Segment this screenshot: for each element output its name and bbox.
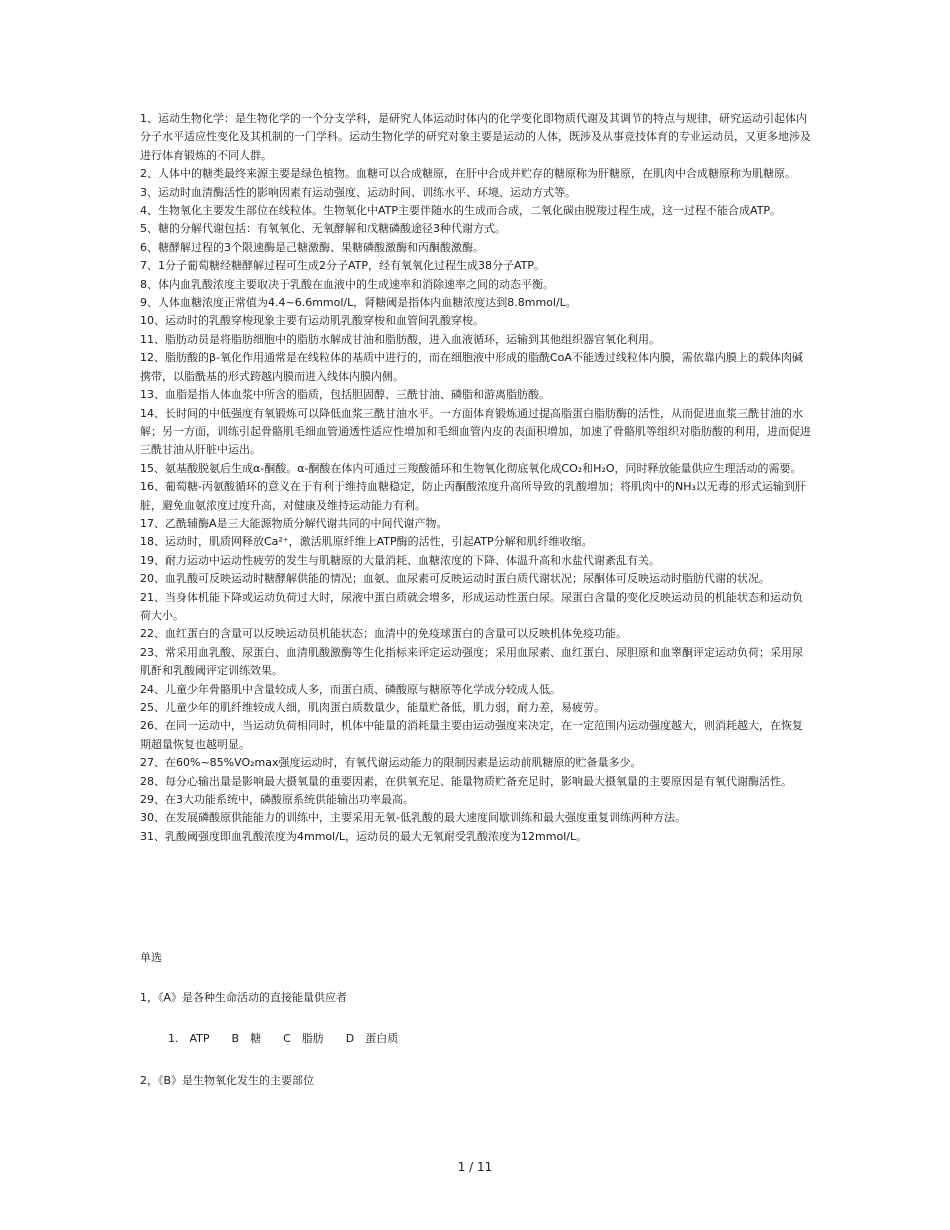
- question-2: 2，《B》是生物氧化发生的主要部位: [140, 1074, 315, 1087]
- option-b: B 糖: [231, 1032, 262, 1045]
- question-1: 1，《A》是各种生命活动的直接能量供应者: [140, 991, 348, 1004]
- list-item: 23、常采用血乳酸、尿蛋白、血清肌酸激酶等生化指标来评定运动强度；采用血尿素、血红蛋白、尿胆原和血睾酮评定运动负荷；采用尿肌酐和乳酸阈评定训练效果。: [140, 645, 803, 678]
- list-item: 4、生物氧化主要发生部位在线粒体。生物氧化中ATP主要伴随水的生成而合成，二氧化碳由脱羧过程生成，这一过程不能合成ATP。: [140, 204, 782, 218]
- list-item: 22、血红蛋白的含量可以反映运动员机能状态；血清中的免疫球蛋白的含量可以反映机体免疫功能。: [140, 627, 627, 641]
- list-item: 16、葡萄糖-丙氨酸循环的意义在于有利于维持血糖稳定，防止丙酮酸浓度升高所导致的乳酸增加；将肌肉中的NH₃以无毒的形式运输到肝脏，避免血氨浓度过度升高，对健康及维持运动能力有利。: [140, 480, 806, 512]
- list-item: 17、乙酰辅酶A是三大能源物质分解代谢共同的中间代谢产物。: [140, 516, 448, 530]
- list-item: 19、耐力运动中运动性疲劳的发生与肌糖原的大量消耗、血糖浓度的下降、体温升高和水盐代谢紊乱有关。: [140, 553, 660, 567]
- list-item: 11、脂肪动员是将脂肪细胞中的脂肪水解成甘油和脂肪酸，进入血液循环，运输到其他组织器官氧化利用。: [140, 332, 660, 346]
- list-item: 6、糖酵解过程的3个限速酶是己糖激酶、果糖磷酸激酶和丙酮酸激酶。: [140, 240, 484, 254]
- list-item: 31、乳酸阈强度即血乳酸浓度为4mmol/L，运动员的最大无氧耐受乳酸浓度为12mmol/L。: [140, 829, 588, 843]
- list-item: 27、在60%~85%VO₂max强度运动时，有氧代谢运动能力的限制因素是运动前肌糖原的贮备量多少。: [140, 756, 642, 770]
- list-item: 21、当身体机能下降或运动负荷过大时，尿液中蛋白质就会增多，形成运动性蛋白尿。尿蛋白含量的变化反映运动员的机能状态和运动负荷大小。: [140, 590, 803, 622]
- list-item: 13、血脂是指人体血浆中所含的脂质，包括胆固醇、三酰甘油、磷脂和游离脂肪酸。: [140, 388, 550, 402]
- section-heading-single-choice: 单选: [140, 951, 162, 964]
- list-item: 20、血乳酸可反映运动时糖酵解供能的情况；血氨、血尿素可反映运动时蛋白质代谢状况；尿酮体可反映运动时脂肪代谢的状况。: [140, 572, 770, 586]
- option-d: D 蛋白质: [345, 1032, 399, 1045]
- list-item: 29、在3大功能系统中，磷酸原系统供能输出功率最高。: [140, 793, 414, 807]
- list-item: 25、儿童少年的肌纤维较成人细，肌肉蛋白质数量少，能量贮备低，肌力弱，耐力差，易疲劳。: [140, 701, 605, 714]
- option-c: C 脂肪: [283, 1032, 324, 1045]
- list-item: 3、运动时血清酶活性的影响因素有运动强度、运动时间、训练水平、环境、运动方式等。: [140, 185, 576, 199]
- list-item: 10、运动时的乳酸穿梭现象主要有运动肌乳酸穿梭和血管间乳酸穿梭。: [140, 314, 484, 328]
- option-a: 1. ATP: [168, 1032, 210, 1045]
- list-item: 24、儿童少年骨骼肌中含量较成人多，而蛋白质、磷酸原与糖原等化学成分较成人低。: [140, 682, 561, 696]
- page-number: 1 / 11: [457, 1160, 493, 1174]
- list-item: 7、1分子葡萄糖经糖酵解过程可生成2分子ATP，经有氧氧化过程生成38分子ATP。: [140, 259, 546, 273]
- list-item: 5、糖的分解代谢包括：有氧氧化、无氧酵解和戊糖磷酸途径3种代谢方式。: [140, 222, 506, 236]
- list-item: 2、人体中的糖类最终来源主要是绿色植物。血糖可以合成糖原，在肝中合成并贮存的糖原称为肝糖原，在肌肉中合成糖原称为肌糖原。: [140, 167, 796, 181]
- list-item: 9、人体血糖浓度正常值为4.4~6.6mmol/L，肾糖阈是指体内血糖浓度达到8.8mmol/L。: [140, 296, 577, 310]
- list-item: 14、长时间的中低强度有氧锻炼可以降低血浆三酰甘油水平。一方面体育锻炼通过提高脂蛋白脂肪酶的活性，从而促进血浆三酰甘油的水解；另一方面，训练引起骨骼肌毛细血管通透性适应性增加和毛细血管内皮的表面积增加，加速了骨骼肌等组织对脂肪酸的利用，进而促进三酰甘油从肝脏中运出。: [140, 406, 811, 457]
- list-item: 15、氨基酸脱氨后生成α-酮酸。α-酮酸在体内可通过三羧酸循环和生物氧化彻底氧化成CO₂和H₂O，同时释放能量供应生理活动的需要。: [140, 461, 802, 475]
- question-1-options: [168, 1031, 398, 1047]
- list-item: 26、在同一运动中，当运动负荷相同时，机体中能量的消耗量主要由运动强度来决定，在一定范围内运动强度越大，则消耗越大，在恢复期超量恢复也越明显。: [140, 719, 803, 751]
- list-item: 1、运动生物化学：是生物化学的一个分支学科，是研究人体运动时体内的化学变化即物质代谢及其调节的特点与规律，研究运动引起体内分子水平适应性变化及其机制的一门学科。运动生物化学的研究对象主要是运动的人体，既涉及从事竞技体育的专业运动员，又更多地涉及进行体育锻炼的不同人群。: [140, 112, 811, 162]
- list-item: 12、脂肪酸的β-氧化作用通常是在线粒体的基质中进行的，而在细胞液中形成的脂酰CoA不能透过线粒体内膜，需依靠内膜上的载体肉碱携带，以脂酰基的形式跨越内膜而进入线体内膜内侧。: [140, 351, 803, 383]
- list-item: 30、在发展磷酸原供能能力的训练中，主要采用无氧-低乳酸的最大速度间歇训练和最大强度重复训练两种方法。: [140, 811, 686, 825]
- list-item: 8、体内血乳酸浓度主要取决于乳酸在血液中的生成速率和消除速率之间的动态平衡。: [140, 277, 554, 291]
- fill-in-section: [140, 110, 812, 846]
- list-item: 18、运动时，肌质网释放Ca²⁺，激活肌原纤维上ATP酶的活性，引起ATP分解和肌纤维收缩。: [140, 535, 593, 549]
- list-item: 28、每分心输出量是影响最大摄氧量的重要因素，在供氧充足、能量物质贮备充足时，影响最大摄氧量的主要原因是有氧代谢酶活性。: [140, 774, 792, 788]
